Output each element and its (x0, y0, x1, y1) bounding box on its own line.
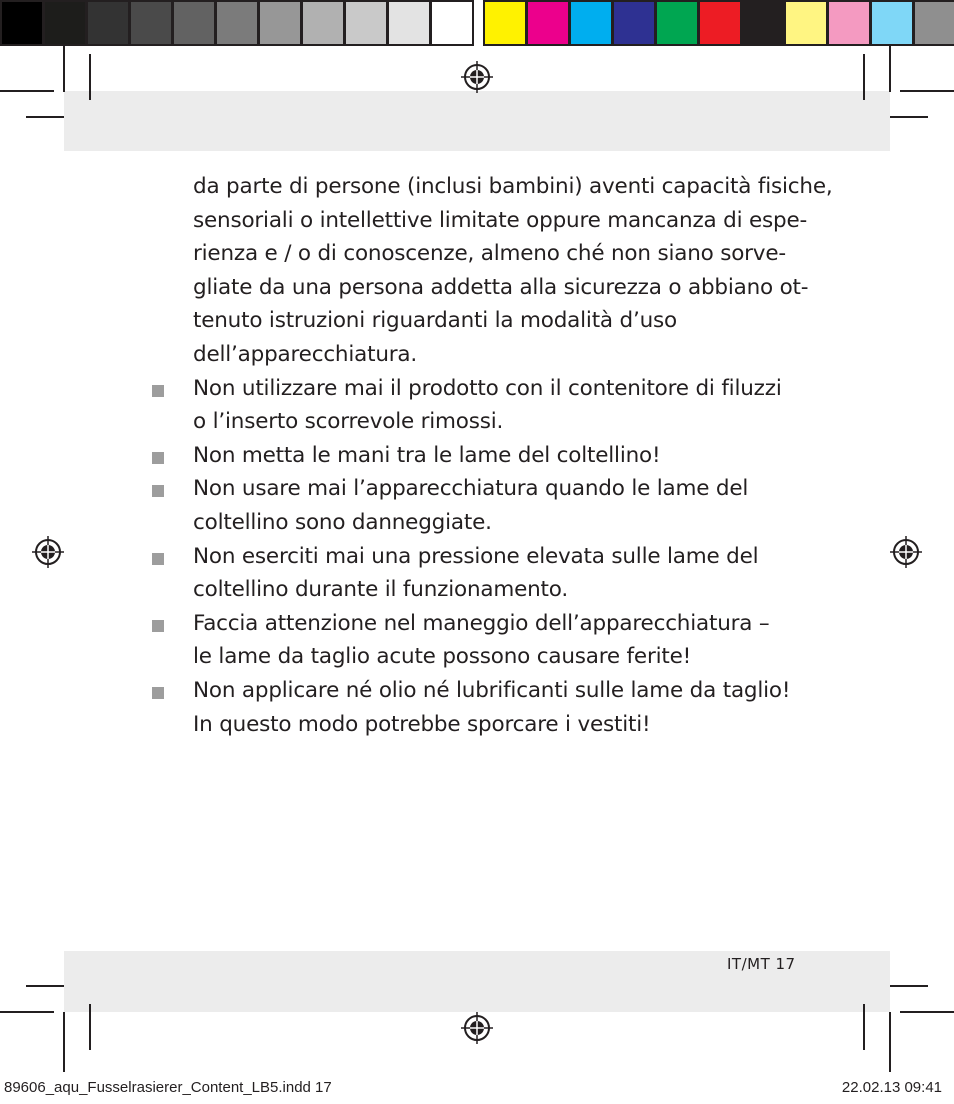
crop-mark (889, 46, 891, 92)
color-swatch (86, 0, 129, 46)
crop-mark (0, 1011, 54, 1013)
crop-mark (863, 1004, 865, 1050)
text-line: Non usare mai l’apparecchiatura quando le lame del (193, 476, 749, 502)
registration-mark-icon (461, 1012, 493, 1044)
color-swatch (43, 0, 86, 46)
bullet-item (150, 372, 830, 439)
grayscale-color-bar (0, 0, 474, 46)
crop-mark (863, 54, 865, 100)
intro-paragraph (193, 170, 833, 372)
text-line: Non utilizzare mai il prodotto con il contenitore di filuzzi (193, 375, 782, 401)
color-swatch (430, 0, 474, 46)
color-swatch (569, 0, 612, 46)
color-swatch (741, 0, 784, 46)
crop-mark (889, 1012, 891, 1072)
process-color-bar (483, 0, 954, 46)
bullet-item (150, 674, 830, 741)
crop-mark (890, 116, 928, 118)
square-bullet-icon (152, 385, 164, 397)
crop-mark (900, 90, 954, 92)
square-bullet-icon (152, 553, 164, 565)
square-bullet-icon (152, 620, 164, 632)
header-band (64, 91, 890, 151)
crop-mark (900, 1011, 954, 1013)
registration-mark-icon (32, 536, 64, 568)
crop-mark (89, 1004, 91, 1050)
color-swatch (784, 0, 827, 46)
color-swatch (913, 0, 954, 46)
text-line: Non eserciti mai una pressione elevata sulle lame del (193, 543, 759, 569)
text-line: sensoriali o intellettive limitate oppure mancanza di espe- (193, 207, 808, 233)
text-line: coltellino durante il funzionamento. (193, 577, 569, 603)
crop-mark (63, 46, 65, 92)
color-swatch (301, 0, 344, 46)
square-bullet-icon (152, 452, 164, 464)
crop-mark (63, 1012, 65, 1072)
color-swatch (387, 0, 430, 46)
color-swatch (258, 0, 301, 46)
text-line: gliate da una persona addetta alla sicurezza o abbiano ot- (193, 274, 809, 300)
text-line: da parte di persone (inclusi bambini) aventi capacità fisiche, (193, 174, 833, 199)
safety-instructions (150, 170, 833, 741)
text-line: le lame da taglio acute possono causare ferite! (193, 644, 692, 670)
color-swatch (172, 0, 215, 46)
color-swatch (526, 0, 569, 46)
slug-datetime: 22.02.13 09:41 (841, 1079, 942, 1096)
bullet-item (150, 607, 830, 674)
bullet-item (150, 439, 830, 473)
text-line: Faccia attenzione nel maneggio dell’apparecchiatura – (193, 610, 770, 636)
color-swatch (483, 0, 526, 46)
text-line: tenuto istruzioni riguardanti la modalità d’uso (193, 308, 678, 334)
bullet-item (150, 472, 830, 539)
color-swatch (698, 0, 741, 46)
crop-mark (890, 985, 928, 987)
slug-filename: 89606_aqu_Fusselrasierer_Content_LB5.indd 17 (4, 1079, 332, 1096)
color-swatch (0, 0, 43, 46)
crop-mark (0, 90, 54, 92)
text-line: rienza e / o di conoscenze, almeno ché non siano sorve- (193, 241, 786, 267)
crop-mark (26, 116, 64, 118)
text-line: dell’apparecchiatura. (193, 341, 418, 367)
text-line: coltellino sono danneggiate. (193, 509, 492, 535)
color-swatch (870, 0, 913, 46)
color-swatch (655, 0, 698, 46)
color-swatch (344, 0, 387, 46)
bullet-item (150, 540, 830, 607)
text-line: Non applicare né olio né lubrificanti sulle lame da taglio! (193, 677, 791, 703)
color-swatch (827, 0, 870, 46)
crop-mark (26, 985, 64, 987)
color-swatch (612, 0, 655, 46)
registration-mark-icon (890, 536, 922, 568)
page-number: IT/MT 17 (727, 955, 796, 973)
square-bullet-icon (152, 687, 164, 699)
text-line: Non metta le mani tra le lame del coltellino! (193, 442, 661, 468)
text-line: o l’inserto scorrevole rimossi. (193, 409, 504, 435)
square-bullet-icon (152, 485, 164, 497)
color-swatch (215, 0, 258, 46)
registration-mark-icon (461, 61, 493, 93)
text-line: In questo modo potrebbe sporcare i vestiti! (193, 711, 651, 737)
color-swatch (129, 0, 172, 46)
crop-mark (89, 54, 91, 100)
